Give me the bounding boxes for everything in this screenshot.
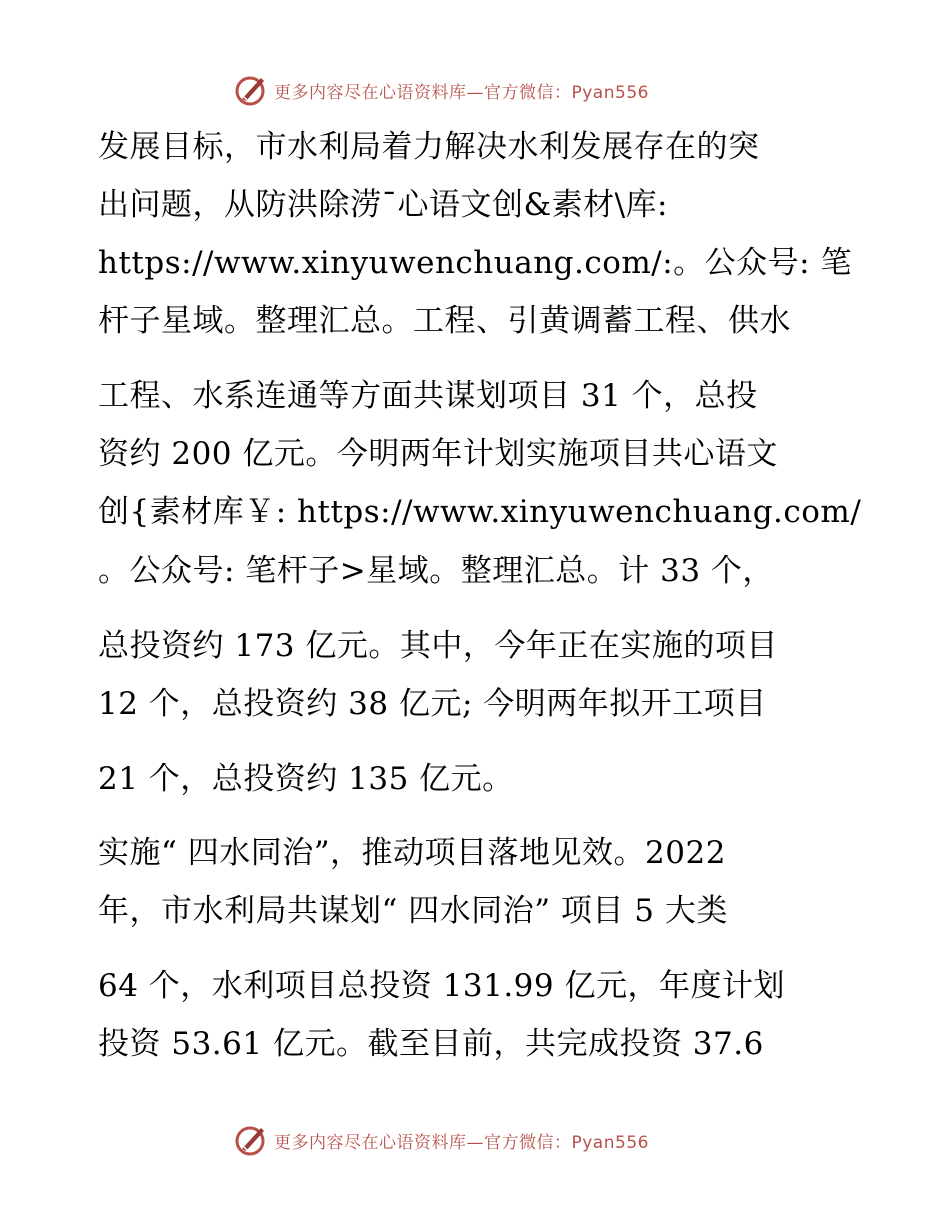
body-line-15: 投资 53.61 亿元。截至目前，共完成投资 37.6 <box>98 1026 764 1062</box>
body-line-7: 创{素材库￥: https://www.xinyuwenchuang.com/ <box>98 494 862 530</box>
body-line-3: https://www.xinyuwenchuang.com/:。公众号: 笔 <box>98 245 852 281</box>
header-banner <box>234 72 649 108</box>
body-line-9: 总投资约 173 亿元。其中，今年正在实施的项目 <box>98 628 778 664</box>
quill-emblem-icon <box>234 1123 268 1157</box>
body-line-2: 出问题，从防洪除涝¯心语文创&素材\库: <box>98 187 668 223</box>
body-line-1: 发展目标，市水利局着力解决水利发展存在的突 <box>98 129 760 165</box>
footer-banner-text: 更多内容尽在心语资料库—官方微信：Pyan556 <box>274 1132 649 1153</box>
body-line-5: 工程、水系连通等方面共谋划项目 31 个，总投 <box>98 378 758 414</box>
body-line-12: 实施“ 四水同治”，推动项目落地见效。2022 <box>98 835 726 871</box>
body-line-13: 年，市水利局共谋划“ 四水同治” 项目 5 大类 <box>98 893 728 929</box>
quill-emblem-icon <box>234 73 268 107</box>
body-line-4: 杆子星域。整理汇总。工程、引黄调蓄工程、供水 <box>98 303 791 339</box>
body-line-14: 64 个，水利项目总投资 131.99 亿元，年度计划 <box>98 968 785 1004</box>
header-banner-text: 更多内容尽在心语资料库—官方微信：Pyan556 <box>274 82 649 103</box>
body-line-8: 。公众号: 笔杆子>星域。整理汇总。计 33 个， <box>98 553 774 589</box>
body-line-11: 21 个，总投资约 135 亿元。 <box>98 761 514 797</box>
body-line-6: 资约 200 亿元。今明两年计划实施项目共心语文 <box>98 436 778 472</box>
body-line-10: 12 个，总投资约 38 亿元; 今明两年拟开工项目 <box>98 686 767 722</box>
footer-banner <box>234 1122 649 1158</box>
